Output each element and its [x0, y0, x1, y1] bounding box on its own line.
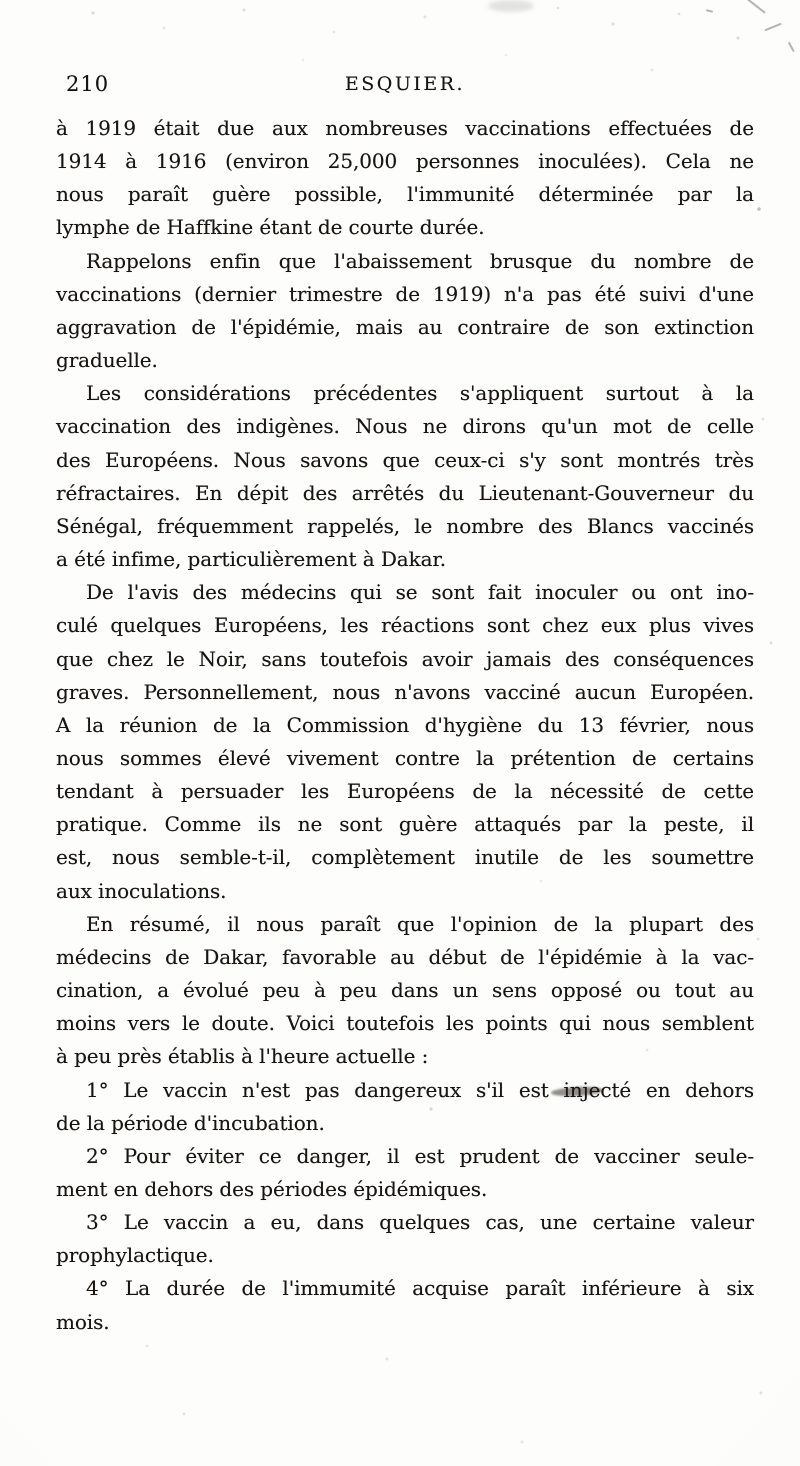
- text-line: aggravation de l'épidémie, mais au contraire de son extinction: [56, 314, 754, 339]
- text-line: pratique. Comme ils ne sont guère attaqués par la peste, il: [56, 812, 754, 837]
- text-line: moins vers le doute. Voici toutefois les points qui nous semblent: [56, 1011, 754, 1036]
- text-line: à peu près établis à l'heure actuelle :: [56, 1044, 429, 1069]
- page-number: 210: [66, 72, 110, 96]
- text-line: nous paraît guère possible, l'immunité déterminée par la: [56, 182, 754, 207]
- text-line: 4° La durée de l'immumité acquise paraît inférieure à six: [86, 1276, 754, 1301]
- scan-noise-speckles: [0, 0, 2, 2]
- text-line: Rappelons enfin que l'abaissement brusque du nombre de: [86, 248, 754, 273]
- text-line: est, nous semble-t-il, complètement inutile de les soumettre: [56, 845, 754, 870]
- text-line: Les considérations précédentes s'appliquent surtout à la: [86, 381, 754, 406]
- scan-scratch-artifact: [764, 23, 781, 31]
- text-line: à 1919 était due aux nombreuses vaccinations effectuées de: [56, 116, 754, 140]
- scan-scratch-artifact: [788, 42, 794, 52]
- paragraph: [56, 1074, 754, 1140]
- text-line: En résumé, il nous paraît que l'opinion de la plupart des: [86, 911, 754, 936]
- text-line: nous sommes élevé vivement contre la prétention de certains: [56, 745, 754, 770]
- text-line: 1914 à 1916 (environ 25,000 personnes inoculées). Cela ne: [56, 149, 754, 174]
- running-header: ESQUIER.: [344, 73, 466, 95]
- text-line: de la période d'incubation.: [56, 1110, 325, 1135]
- paragraph: [56, 908, 754, 1074]
- paragraph: [56, 377, 754, 576]
- text-line: 3° Le vaccin a eu, dans quelques cas, une certaine valeur: [86, 1210, 754, 1235]
- text-line: tendant à persuader les Européens de la nécessité de cette: [56, 779, 754, 804]
- text-line: Sénégal, fréquemment rappelés, le nombre des Blancs vaccinés: [56, 513, 754, 538]
- text-line: prophylactique.: [56, 1243, 214, 1268]
- text-line: aux inoculations.: [56, 878, 227, 903]
- text-line: De l'avis des médecins qui se sont fait inoculer ou ont ino-: [86, 580, 754, 605]
- text-line: a été infime, particulièrement à Dakar.: [56, 547, 446, 572]
- page-body: [56, 112, 754, 1339]
- paragraph: [56, 1272, 754, 1338]
- text-line: des Européens. Nous savons que ceux-ci s'y sont montrés très: [56, 447, 754, 472]
- text-line: vaccinations (dernier trimestre de 1919) n'a pas été suivi d'une: [56, 281, 754, 306]
- text-line: graves. Personnellement, nous n'avons vacciné aucun Européen.: [56, 679, 754, 704]
- page-header: [56, 72, 754, 98]
- text-line: A la réunion de la Commission d'hygiène du 13 février, nous: [56, 712, 754, 737]
- text-line: que chez le Noir, sans toutefois avoir jamais des conséquences: [56, 646, 754, 671]
- text-line: ment en dehors des périodes épidémiques.: [56, 1177, 488, 1201]
- paragraph: [56, 576, 754, 908]
- paragraph: [56, 1206, 754, 1272]
- text-line: lymphe de Haffkine étant de courte durée.: [56, 215, 485, 240]
- text-line: culé quelques Européens, les réactions sont chez eux plus vives: [56, 613, 754, 638]
- text-line: réfractaires. En dépit des arrêtés du Lieutenant-Gouverneur du: [56, 480, 754, 505]
- paragraph: [56, 112, 754, 245]
- text-line: 2° Pour éviter ce danger, il est prudent de vacciner seule-: [86, 1143, 754, 1168]
- text-line: mois.: [56, 1309, 110, 1334]
- text-line: 1° Le vaccin n'est pas dangereux s'il est injecté en dehors: [86, 1077, 754, 1102]
- text-line: graduelle.: [56, 348, 158, 373]
- scan-scratch-artifact: [744, 0, 766, 14]
- paragraph: [56, 1140, 754, 1206]
- text-line: cination, a évolué peu à peu dans un sens opposé ou tout au: [56, 978, 754, 1003]
- scan-scratch-artifact: [706, 9, 713, 13]
- text-line: médecins de Dakar, favorable au début de l'épidémie à la vac-: [56, 944, 754, 969]
- text-line: vaccination des indigènes. Nous ne dirons qu'un mot de celle: [56, 414, 754, 439]
- scan-smudge-artifact: [488, 0, 534, 12]
- paragraph: [56, 245, 754, 378]
